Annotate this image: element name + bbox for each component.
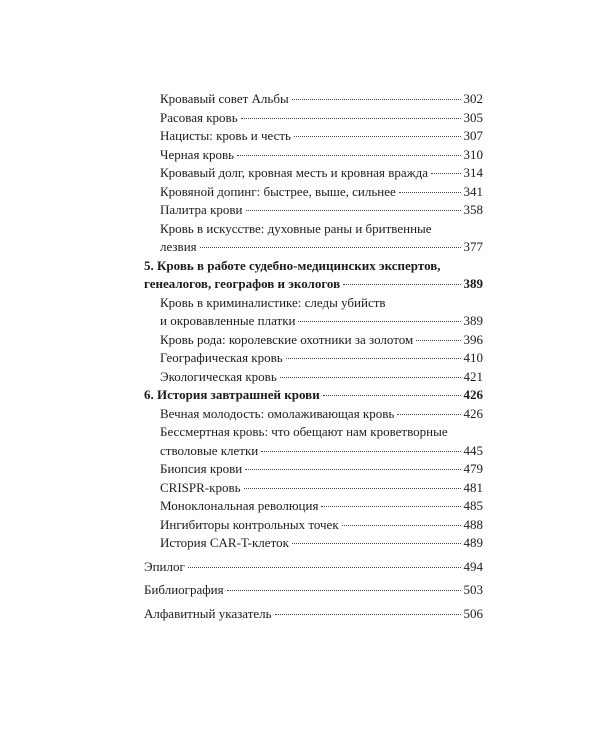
toc-entry[interactable] xyxy=(144,331,483,350)
dot-leader xyxy=(280,377,461,378)
toc-entry[interactable] xyxy=(144,146,483,165)
toc-index[interactable] xyxy=(144,605,483,624)
toc-entry[interactable] xyxy=(144,109,483,128)
toc-entry-title-line1: Бессмертная кровь: что обещают нам кроветворные xyxy=(160,424,448,439)
toc-entry[interactable] xyxy=(144,201,483,220)
toc-entry-title: Кровяной допинг: быстрее, выше, сильнее xyxy=(160,183,396,199)
toc-entry[interactable] xyxy=(144,294,483,331)
toc-entry-page: 485 xyxy=(463,498,483,513)
toc-entry[interactable] xyxy=(144,164,483,183)
toc-entry-page: 358 xyxy=(463,202,483,217)
toc-entry-title: Алфавитный указатель xyxy=(144,605,272,621)
toc-entry-title: Кровавый долг, кровная месть и кровная вражда xyxy=(160,165,429,180)
dot-leader xyxy=(188,567,461,568)
toc-chapter-5[interactable] xyxy=(144,257,483,294)
toc-entry-page: 481 xyxy=(463,479,483,495)
toc-entry-title: Нацисты: кровь и честь xyxy=(160,128,291,143)
toc-entry-title: Расовая кровь xyxy=(160,109,238,125)
toc-entry-page: 310 xyxy=(463,146,483,162)
toc-epilogue[interactable] xyxy=(144,558,483,577)
toc-chapter-6[interactable] xyxy=(144,386,483,405)
toc-entry[interactable] xyxy=(144,368,483,387)
toc-entry[interactable] xyxy=(144,497,483,516)
dot-leader xyxy=(241,118,461,119)
dot-leader xyxy=(286,358,461,359)
toc-entry-title: История CAR-T-клеток xyxy=(160,535,289,550)
dot-leader xyxy=(292,543,461,544)
chapter-title-line1: 5. Кровь в работе судебно-медицинских экспертов, xyxy=(144,257,441,273)
toc-entry-page: 396 xyxy=(463,331,483,347)
toc-entry[interactable] xyxy=(144,405,483,424)
toc-entry[interactable] xyxy=(144,460,483,479)
toc-entry[interactable] xyxy=(144,534,483,553)
toc-entry-page: 305 xyxy=(463,109,483,125)
dot-leader xyxy=(275,614,461,615)
toc-entry-page: 488 xyxy=(463,516,483,532)
dot-leader xyxy=(261,451,460,452)
toc-entry-title-line2: лезвия xyxy=(160,239,197,254)
toc-entry-page: 307 xyxy=(463,128,483,143)
dot-leader xyxy=(292,99,461,100)
toc-entry-page: 389 xyxy=(463,313,483,328)
toc-entry-page: 314 xyxy=(463,165,483,180)
dot-leader xyxy=(431,173,460,174)
dot-leader xyxy=(246,210,461,211)
toc-entry-title: Кровь рода: королевские охотники за золотом xyxy=(160,331,414,347)
dot-leader xyxy=(323,395,461,396)
toc-entry[interactable] xyxy=(144,423,483,460)
toc-entry-title: Кровавый совет Альбы xyxy=(160,91,289,106)
toc-entry-page: 421 xyxy=(463,368,483,384)
toc-entry-page: 410 xyxy=(463,350,483,365)
dot-leader xyxy=(321,506,460,507)
toc-entry[interactable] xyxy=(144,349,483,368)
toc-entry-title: Ингибиторы контрольных точек xyxy=(160,516,339,532)
toc-entry-page: 377 xyxy=(463,239,483,254)
dot-leader xyxy=(399,192,461,193)
toc-entry-title: Вечная молодость: омолаживающая кровь xyxy=(160,405,395,421)
toc-entry-title-line1: Кровь в криминалистике: следы убийств xyxy=(160,294,386,310)
dot-leader xyxy=(200,247,461,248)
toc-entry[interactable] xyxy=(144,220,483,257)
toc-entry-page: 479 xyxy=(463,461,483,476)
toc-entry-page: 494 xyxy=(463,558,483,574)
dot-leader xyxy=(244,488,461,489)
dot-leader xyxy=(227,590,461,591)
toc-entry-title-line2: стволовые клетки xyxy=(160,442,259,458)
dot-leader xyxy=(416,340,460,341)
toc-entry-page: 445 xyxy=(463,442,483,458)
toc-entry[interactable] xyxy=(144,127,483,146)
toc-entry-title-line2: и окровавленные платки xyxy=(160,313,296,328)
toc-entry-page: 389 xyxy=(463,276,483,291)
table-of-contents xyxy=(144,90,483,623)
dot-leader xyxy=(397,414,460,415)
dot-leader xyxy=(298,321,460,322)
dot-leader xyxy=(245,469,460,470)
toc-entry-title: Черная кровь xyxy=(160,146,235,162)
chapter-title: 6. История завтрашней крови xyxy=(144,387,320,402)
toc-entry-page: 489 xyxy=(463,535,483,550)
toc-entry-title-line1: Кровь в искусстве: духовные раны и бритвенные xyxy=(160,220,432,236)
toc-entry-title: Моноклональная революция xyxy=(160,498,319,513)
toc-entry-title: Географическая кровь xyxy=(160,350,283,365)
dot-leader xyxy=(342,525,461,526)
toc-entry-page: 426 xyxy=(463,405,483,421)
toc-entry-title: CRISPR-кровь xyxy=(160,479,241,495)
toc-entry[interactable] xyxy=(144,516,483,535)
toc-entry-title: Экологическая кровь xyxy=(160,368,277,384)
toc-entry-title: Библиография xyxy=(144,582,224,597)
toc-bibliography[interactable] xyxy=(144,581,483,600)
toc-entry-page: 302 xyxy=(463,91,483,106)
dot-leader xyxy=(237,155,460,156)
dot-leader xyxy=(343,284,460,285)
chapter-title-line2: генеалогов, географов и экологов xyxy=(144,276,341,291)
toc-entry[interactable] xyxy=(144,183,483,202)
toc-entry-title: Палитра крови xyxy=(160,202,243,217)
toc-entry[interactable] xyxy=(144,90,483,109)
toc-entry-title: Эпилог xyxy=(144,558,185,574)
toc-entry-page: 341 xyxy=(463,183,483,199)
toc-entry-page: 503 xyxy=(463,582,483,597)
toc-entry-page: 426 xyxy=(463,387,483,402)
toc-entry-title: Биопсия крови xyxy=(160,461,243,476)
toc-entry[interactable] xyxy=(144,479,483,498)
toc-entry-page: 506 xyxy=(463,605,483,621)
dot-leader xyxy=(294,136,461,137)
